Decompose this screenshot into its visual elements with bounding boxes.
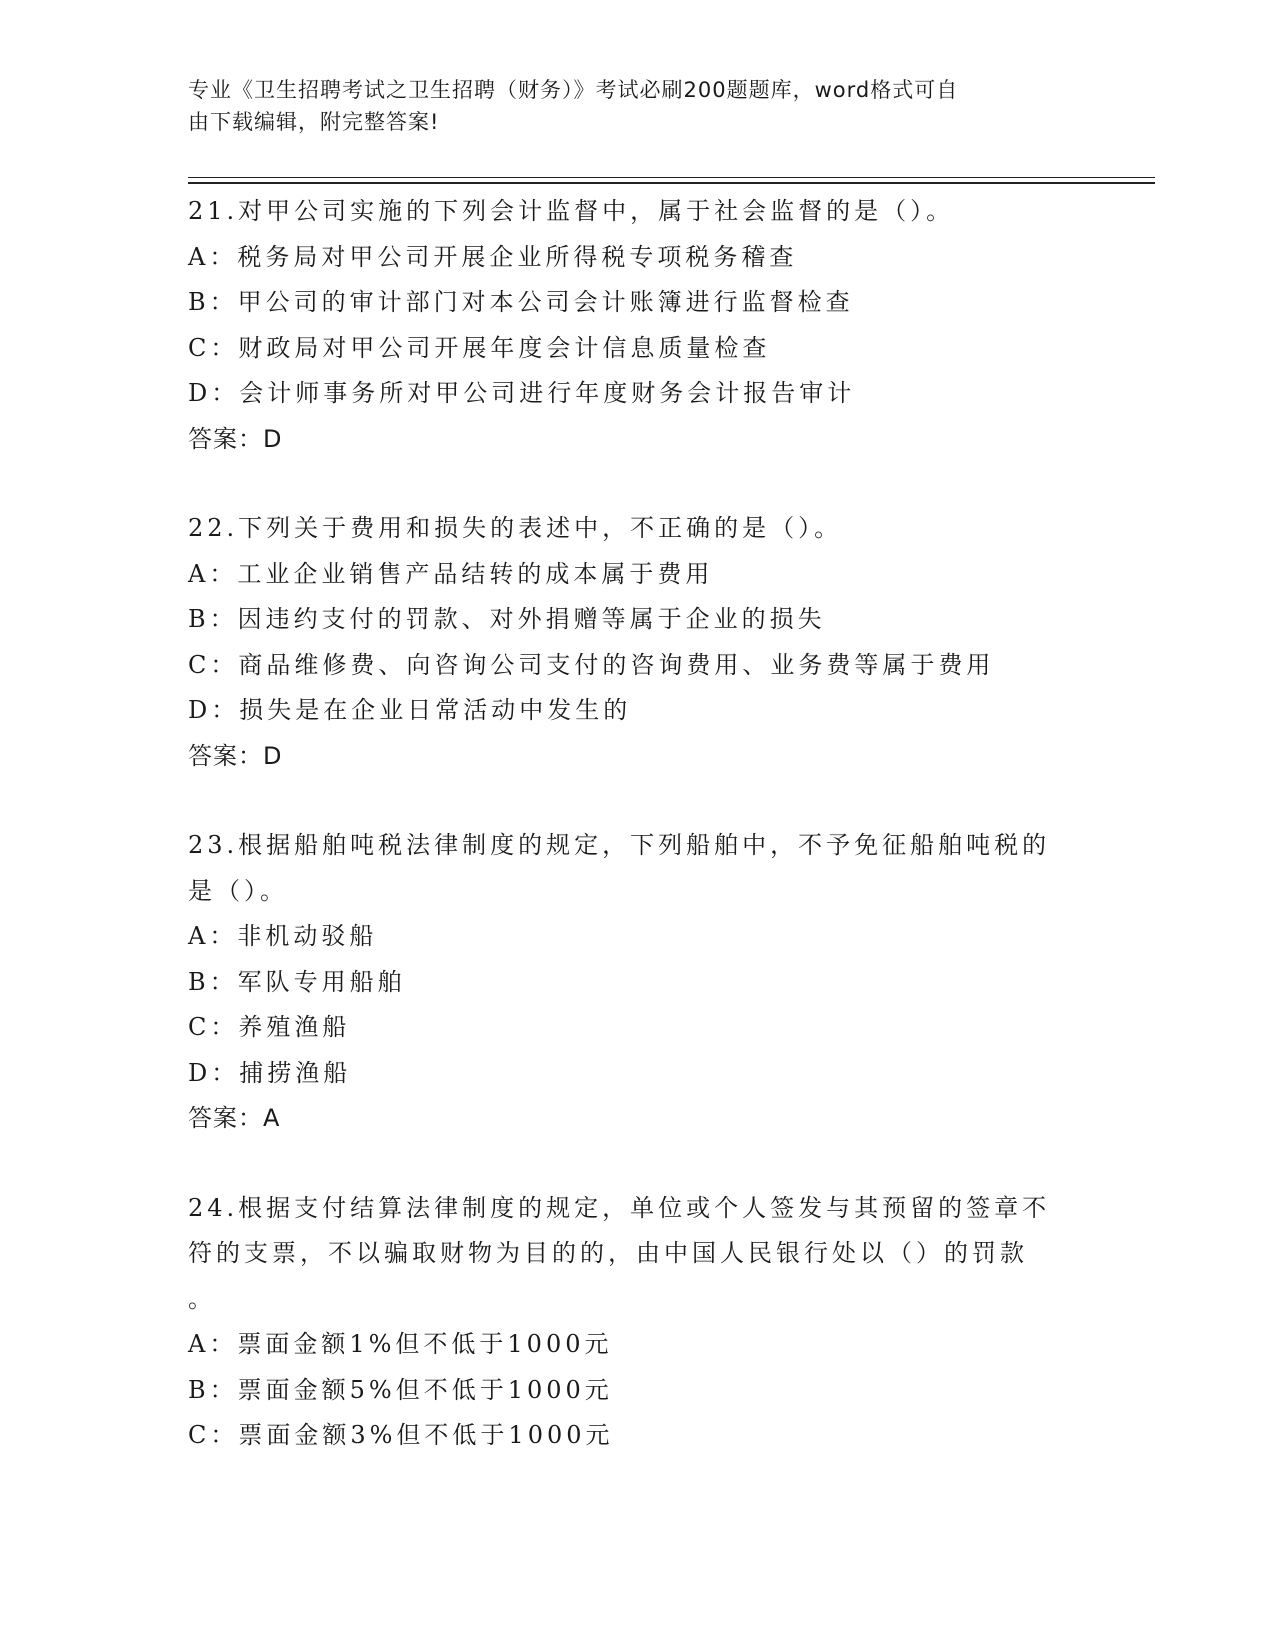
header-line-1: 专业《卫生招聘考试之卫生招聘（财务）》考试必刷200题题库，word格式可自	[188, 78, 959, 102]
question-stem-line: 23.根据船舶吨税法律制度的规定，下列船舶中，不予免征船舶吨税的	[188, 831, 1051, 859]
document-header	[188, 74, 1068, 138]
option-d: D：损失是在企业日常活动中发生的	[188, 696, 632, 724]
option-a: A：工业企业销售产品结转的成本属于费用	[188, 559, 714, 588]
option-a: A：非机动驳船	[188, 922, 378, 950]
header-line-2: 由下载编辑，附完整答案!	[188, 110, 440, 134]
option-a: A：税务局对甲公司开展企业所得税专项税务稽查	[188, 242, 798, 271]
header-divider-thin	[188, 177, 1155, 178]
question-stem-line: 22.下列关于费用和损失的表述中，不正确的是（）。	[188, 514, 843, 542]
header-divider-thick	[188, 182, 1155, 184]
question-stem-line: 是（）。	[188, 876, 288, 905]
question-22	[188, 506, 1088, 779]
question-24	[188, 1186, 1088, 1459]
question-stem-line: 21.对甲公司实施的下列会计监督中，属于社会监督的是（）。	[188, 197, 955, 225]
answer-label: 答案：D	[188, 741, 283, 770]
question-stem-line: 符的支票，不以骗取财物为目的的，由中国人民银行处以（）的罚款	[188, 1239, 1028, 1267]
option-c: C：商品维修费、向咨询公司支付的咨询费用、业务费等属于费用	[188, 650, 995, 679]
answer-label: 答案：A	[188, 1104, 281, 1132]
question-21	[188, 189, 1088, 462]
option-c: C：养殖渔船	[188, 1013, 351, 1041]
option-b: B：因违约支付的罚款、对外捐赠等属于企业的损失	[188, 605, 826, 633]
option-b: B：甲公司的审计部门对本公司会计账簿进行监督检查	[188, 288, 854, 316]
option-c: C：财政局对甲公司开展年度会计信息质量检查	[188, 333, 771, 362]
option-b: B：军队专用船舶	[188, 967, 406, 996]
question-stem-line: 24.根据支付结算法律制度的规定，单位或个人签发与其预留的签章不	[188, 1193, 1051, 1222]
option-b: B：票面金额5%但不低于1000元	[188, 1375, 613, 1404]
question-stem-line: 。	[188, 1284, 216, 1313]
question-23	[188, 823, 1088, 1142]
answer-label: 答案：D	[188, 424, 283, 453]
option-d: D：捕捞渔船	[188, 1058, 352, 1087]
question-list	[188, 189, 1088, 1503]
option-c: C：票面金额3%但不低于1000元	[188, 1421, 614, 1449]
option-a: A：票面金额1%但不低于1000元	[188, 1330, 613, 1358]
option-d: D：会计师事务所对甲公司进行年度财务会计报告审计	[188, 379, 856, 407]
